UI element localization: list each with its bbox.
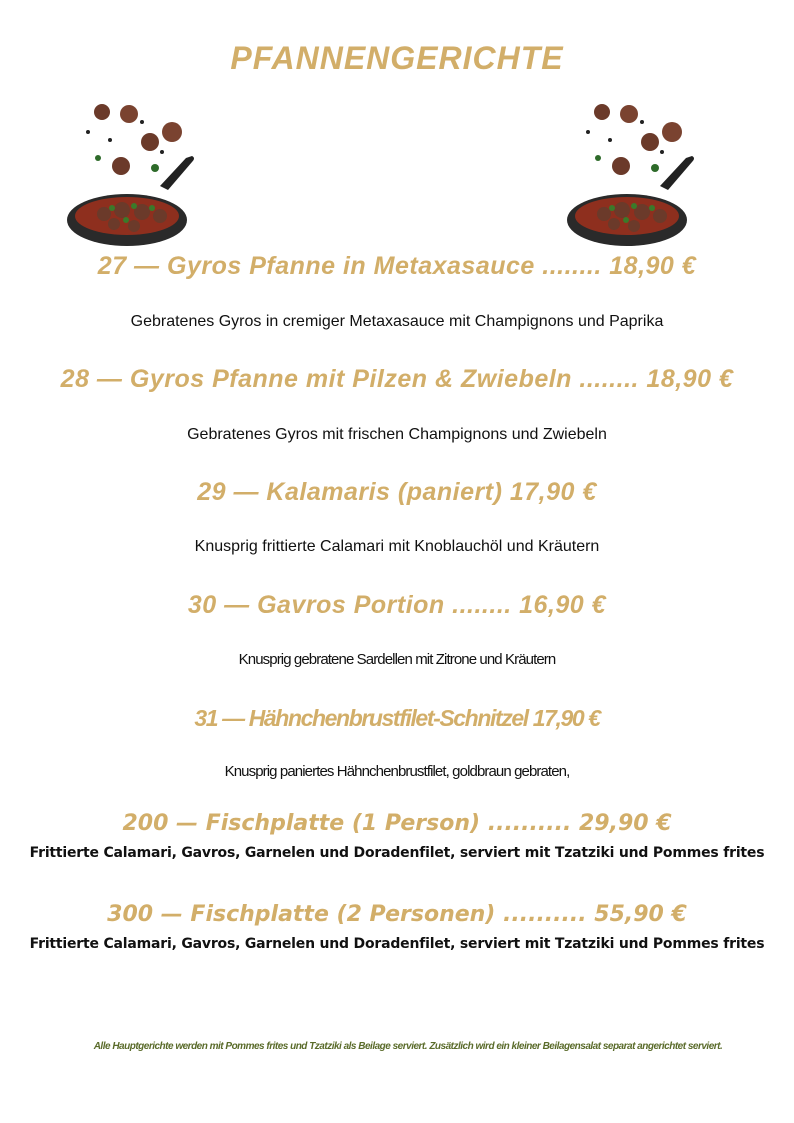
dish-description: Frittierte Calamari, Gavros, Garnelen und Doradenfilet, serviert mit Tzatziki und Pommes frites xyxy=(29,845,765,861)
dish-description: Gebratenes Gyros mit frischen Champignons und Zwiebeln xyxy=(187,426,607,443)
dish-description: Frittierte Calamari, Gavros, Garnelen und Doradenfilet, serviert mit Tzatziki und Pommes frites xyxy=(29,936,765,952)
dish-heading: 200 — Fischplatte (1 Person) .......... 29,90 € xyxy=(122,811,672,836)
meatball-pan-illustration-right xyxy=(562,92,702,252)
meatball-pan-illustration-left xyxy=(62,92,202,252)
dish-heading: 29 — Kalamaris (paniert) 17,90 € xyxy=(197,478,597,506)
dish-heading: 31 — Hähnchenbrustfilet-Schnitzel 17,90 € xyxy=(194,705,600,731)
dish-description: Knusprig paniertes Hähnchenbrustfilet, goldbraun gebraten, xyxy=(224,763,570,780)
dish-heading: 300 — Fischplatte (2 Personen) .......... 55,90 € xyxy=(107,902,687,927)
dish-heading: 30 — Gavros Portion ........ 16,90 € xyxy=(187,591,607,619)
dish-heading: 27 — Gyros Pfanne in Metaxasauce ........ 18,90 € xyxy=(97,252,697,280)
footer-note: Alle Hauptgerichte werden mit Pommes frites und Tzatziki als Beilage serviert. Zusätzlich wird ein kleiner Beilagensalat separat angerichtet serviert. xyxy=(93,1041,723,1052)
dish-description: Gebratenes Gyros in cremiger Metaxasauce mit Champignons und Paprika xyxy=(130,313,664,330)
dish-description: Knusprig frittierte Calamari mit Knoblauchöl und Kräutern xyxy=(194,538,600,555)
dish-description: Knusprig gebratene Sardellen mit Zitrone und Kräutern xyxy=(238,651,556,668)
dish-heading: 28 — Gyros Pfanne mit Pilzen & Zwiebeln ........ 18,90 € xyxy=(60,365,734,393)
page-title: PFANNENGERICHTE xyxy=(230,40,564,76)
